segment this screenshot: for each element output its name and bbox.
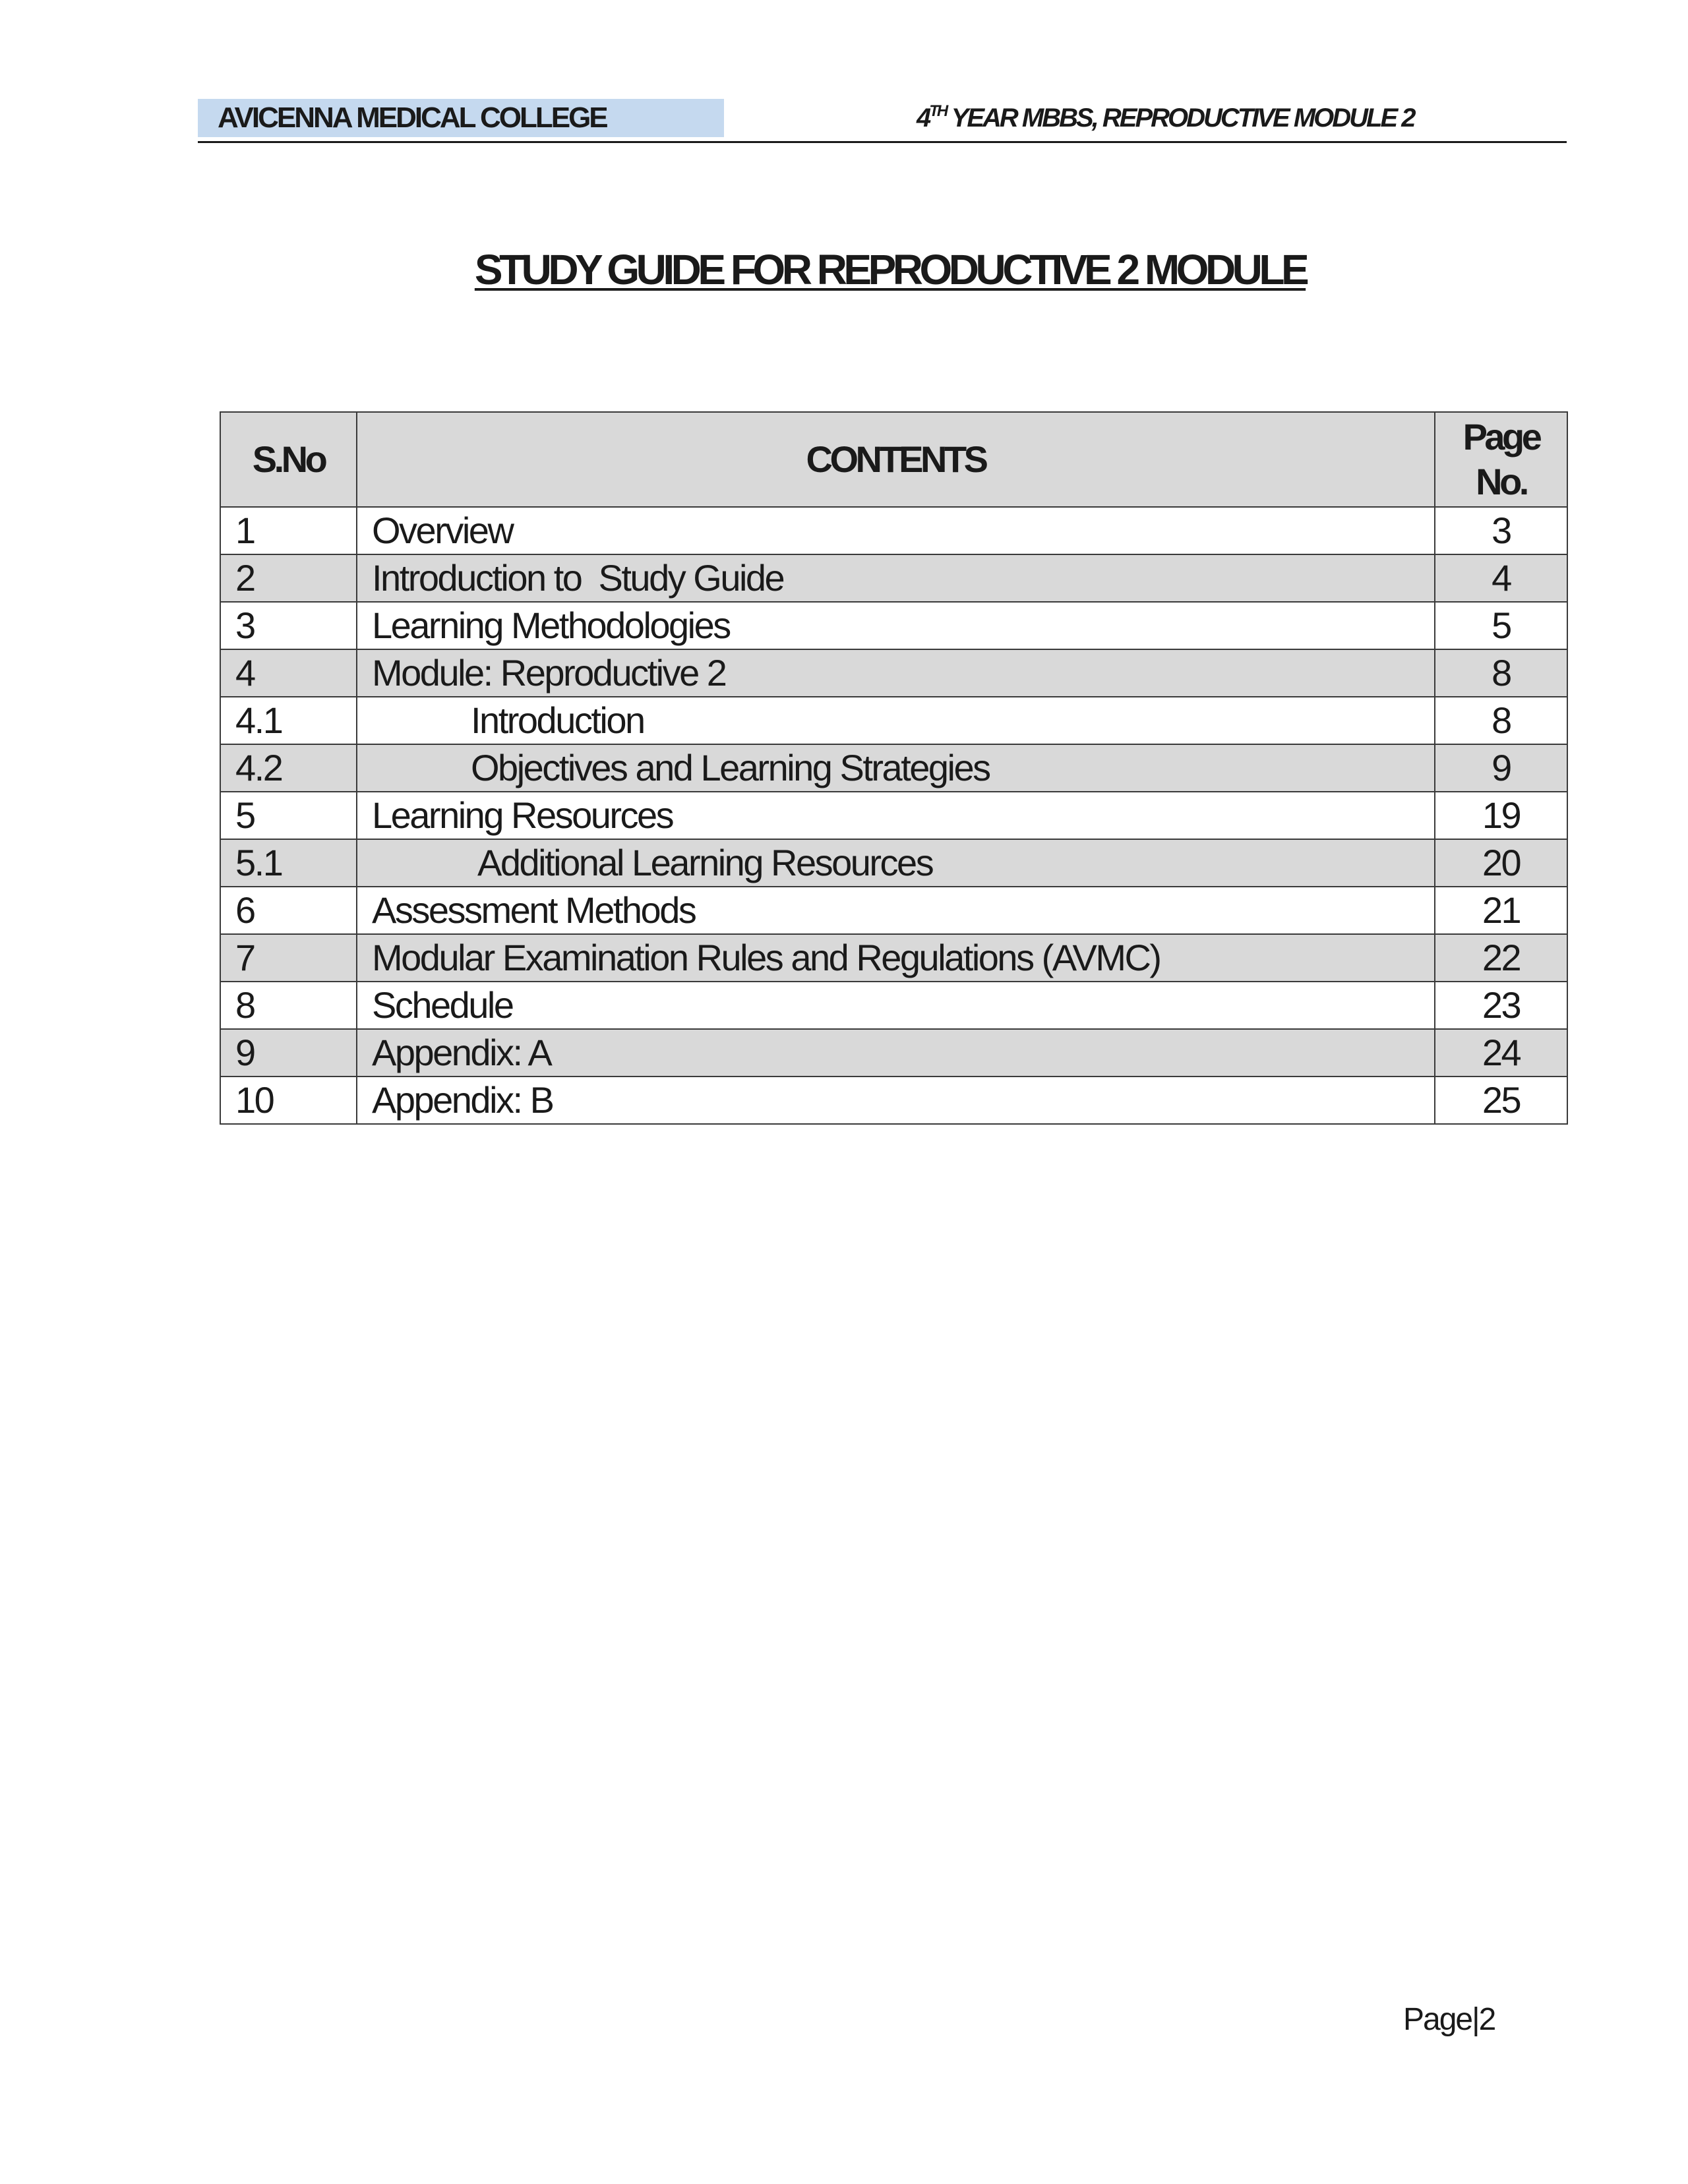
row-content: Appendix: B <box>357 1077 1435 1124</box>
table-row <box>220 934 1567 982</box>
table-row <box>220 1077 1567 1124</box>
row-sno: 2 <box>220 554 357 602</box>
college-name-highlight <box>198 99 724 137</box>
row-sno: 4.2 <box>220 744 357 792</box>
table-row <box>220 649 1567 697</box>
row-page: 20 <box>1435 839 1567 887</box>
row-sno: 4 <box>220 649 357 697</box>
table-row <box>220 554 1567 602</box>
row-sno: 5 <box>220 792 357 839</box>
row-page: 4 <box>1435 554 1567 602</box>
college-name: AVICENNA MEDICAL COLLEGE <box>218 102 607 134</box>
header-page-line2: No. <box>1476 461 1526 502</box>
row-content: Module: Reproductive 2 <box>357 649 1435 697</box>
row-page: 8 <box>1435 649 1567 697</box>
row-content: Appendix: A <box>357 1029 1435 1077</box>
document-title: STUDY GUIDE FOR REPRODUCTIVE 2 MODULE <box>474 246 1306 293</box>
row-content: Schedule <box>357 982 1435 1029</box>
module-info-text: YEAR MBBS, REPRODUCTIVE MODULE 2 <box>946 103 1414 133</box>
row-page: 9 <box>1435 744 1567 792</box>
page-header <box>198 96 1567 143</box>
row-content: Additional Learning Resources <box>357 839 1435 887</box>
table-row <box>220 887 1567 934</box>
row-page: 19 <box>1435 792 1567 839</box>
row-page: 25 <box>1435 1077 1567 1124</box>
row-page: 23 <box>1435 982 1567 1029</box>
row-sno: 5.1 <box>220 839 357 887</box>
row-content: Introduction <box>357 697 1435 744</box>
row-page: 8 <box>1435 697 1567 744</box>
row-content: Modular Examination Rules and Regulations (AVMC) <box>357 934 1435 982</box>
row-content: Objectives and Learning Strategies <box>357 744 1435 792</box>
table-row <box>220 1029 1567 1077</box>
row-content: Learning Resources <box>357 792 1435 839</box>
row-content: Assessment Methods <box>357 887 1435 934</box>
row-page: 24 <box>1435 1029 1567 1077</box>
row-sno: 1 <box>220 507 357 554</box>
row-sno: 4.1 <box>220 697 357 744</box>
header-page-no <box>1435 412 1567 507</box>
header-page-line1: Page <box>1462 416 1540 457</box>
year-number: 4 <box>917 103 930 133</box>
row-sno: 3 <box>220 602 357 649</box>
contents-table <box>220 411 1568 1125</box>
row-page: 5 <box>1435 602 1567 649</box>
row-sno: 8 <box>220 982 357 1029</box>
row-page: 22 <box>1435 934 1567 982</box>
row-sno: 10 <box>220 1077 357 1124</box>
page-number: Page|2 <box>1403 2002 1495 2037</box>
table-row <box>220 507 1567 554</box>
header-contents: CONTENTS <box>357 412 1435 507</box>
row-content: Overview <box>357 507 1435 554</box>
module-info <box>917 99 1414 137</box>
table-row <box>220 982 1567 1029</box>
row-sno: 9 <box>220 1029 357 1077</box>
row-content: Introduction to Study Guide <box>357 554 1435 602</box>
row-sno: 6 <box>220 887 357 934</box>
table-row <box>220 792 1567 839</box>
row-page: 3 <box>1435 507 1567 554</box>
row-sno: 7 <box>220 934 357 982</box>
year-suffix: TH <box>929 102 947 120</box>
row-content: Learning Methodologies <box>357 602 1435 649</box>
table-row <box>220 839 1567 887</box>
table-row <box>220 697 1567 744</box>
row-page: 21 <box>1435 887 1567 934</box>
contents-table-header <box>220 412 1567 507</box>
table-row <box>220 602 1567 649</box>
table-row <box>220 744 1567 792</box>
header-sno: S.No <box>220 412 357 507</box>
